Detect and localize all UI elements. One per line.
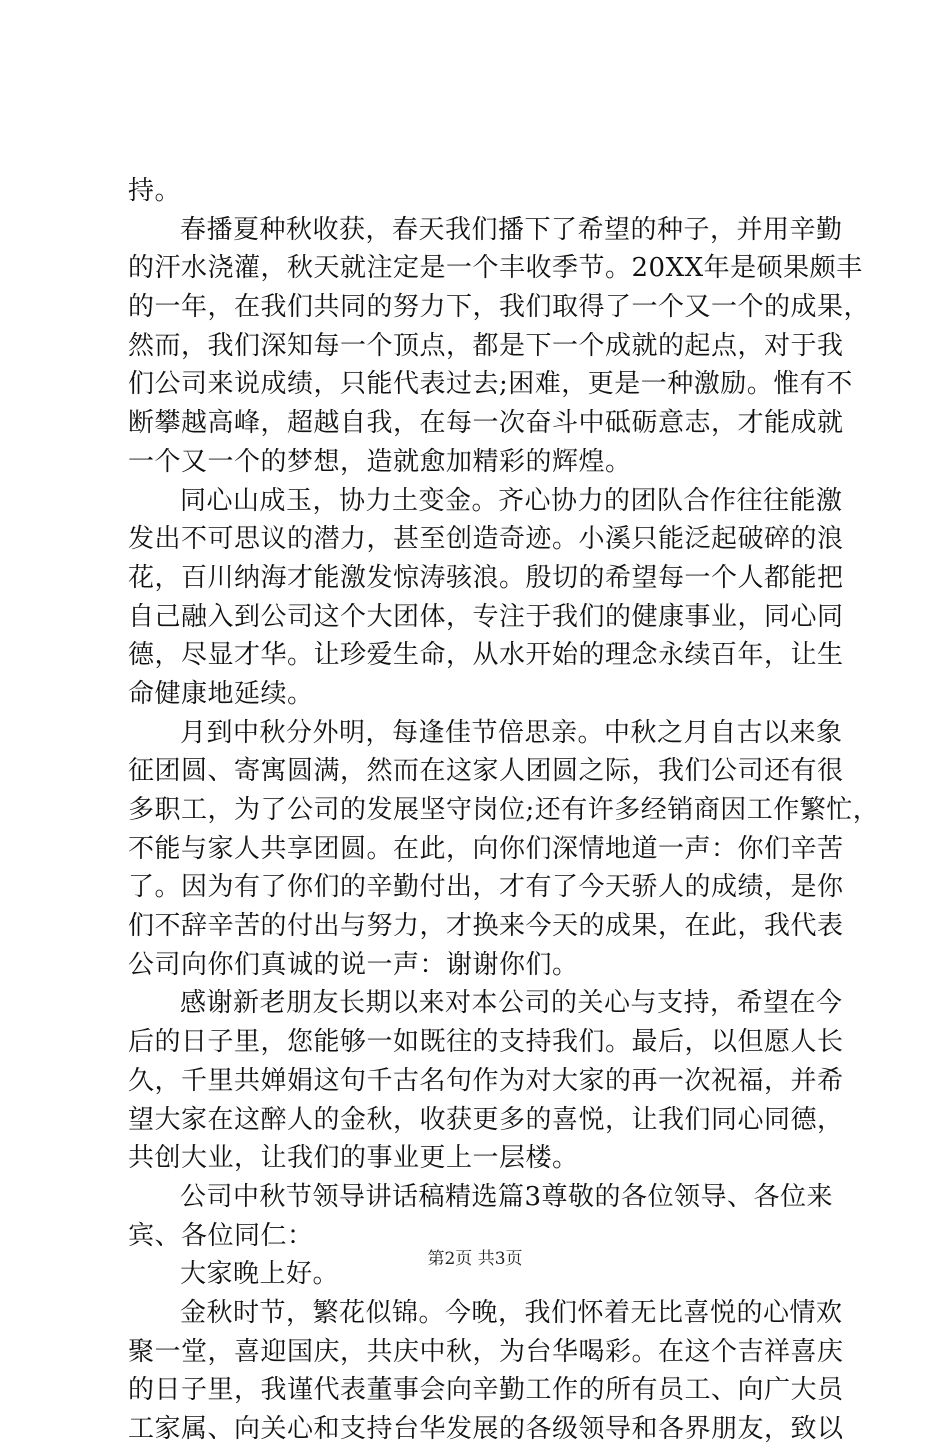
text-line: 后的日子里，您能够一如既往的支持我们。最后，以但愿人长 (128, 1027, 844, 1058)
text-line: 感谢新老朋友长期以来对本公司的关心与支持，希望在今 (180, 988, 843, 1019)
text-line: 公司中秋节领导讲话稿精选篇3尊敬的各位领导、各位来 (180, 1181, 834, 1212)
text-line: 宾、各位同仁： (128, 1220, 314, 1251)
text-line: 多职工，为了公司的发展坚守岗位;还有许多经销商因工作繁忙， (128, 795, 880, 825)
text-line: 望大家在这醉人的金秋，收获更多的喜悦，让我们同心同德， (128, 1104, 844, 1135)
text-line: 然而，我们深知每一个顶点，都是下一个成就的起点，对于我 (128, 330, 844, 361)
text-line: 断攀越高峰，超越自我，在每一次奋斗中砥砺意志，才能成就 (128, 408, 844, 439)
text-line: 们公司来说成绩，只能代表过去;困难，更是一种激励。惟有不 (128, 369, 853, 400)
text-line: 一个又一个的梦想，造就愈加精彩的辉煌。 (128, 446, 632, 477)
text-line: 同心山成玉，协力土变金。齐心协力的团队合作往往能激 (180, 485, 843, 516)
text-line: 月到中秋分外明，每逢佳节倍思亲。中秋之月自古以来象 (180, 717, 843, 748)
text-line: 花，百川纳海才能激发惊涛骇浪。殷切的希望每一个人都能把 (128, 562, 844, 593)
text-line: 不能与家人共享团圆。在此，向你们深情地道一声：你们辛苦 (128, 833, 844, 864)
page-footer: 第2页 共3页 (427, 1249, 523, 1269)
text-line: 金秋时节，繁花似锦。今晚，我们怀着无比喜悦的心情欢 (180, 1297, 843, 1328)
text-line: 征团圆、寄寓圆满，然而在这家人团圆之际，我们公司还有很 (128, 756, 844, 787)
text-line: 发出不可思议的潜力，甚至创造奇迹。小溪只能泛起破碎的浪 (128, 524, 844, 555)
text-line: 聚一堂，喜迎国庆，共庆中秋，为台华喝彩。在这个吉祥喜庆 (128, 1336, 844, 1367)
text-line: 春播夏种秋收获，春天我们播下了希望的种子，并用辛勤 (180, 214, 843, 245)
text-line: 德，尽显才华。让珍爱生命，从水开始的理念永续百年，让生 (128, 640, 844, 671)
text-line: 们不辞辛苦的付出与努力，才换来今天的成果，在此，我代表 (128, 911, 844, 942)
text-line: 命健康地延续。 (128, 678, 314, 709)
text-line: 公司向你们真诚的说一声：谢谢你们。 (128, 949, 579, 980)
text-line: 持。 (128, 176, 182, 206)
text-line: 大家晚上好。 (180, 1259, 340, 1290)
text-line: 久，千里共婵娟这句千古名句作为对大家的再一次祝福，并希 (128, 1065, 844, 1096)
text-line: 工家属、向关心和支持台华发展的各级领导和各界朋友，致以 (128, 1414, 844, 1444)
text-line: 的汗水浇灌，秋天就注定是一个丰收季节。20XX年是硕果颇丰 (128, 253, 863, 284)
text-line: 的一年，在我们共同的努力下，我们取得了一个又一个的成果， (128, 292, 871, 323)
text-line: 了。因为有了你们的辛勤付出，才有了今天骄人的成绩，是你 (128, 872, 844, 903)
text-line: 的日子里，我谨代表董事会向辛勤工作的所有员工、向广大员 (128, 1375, 844, 1406)
text-line: 自己融入到公司这个大团体，专注于我们的健康事业，同心同 (128, 601, 844, 632)
text-line: 共创大业，让我们的事业更上一层楼。 (128, 1143, 579, 1174)
